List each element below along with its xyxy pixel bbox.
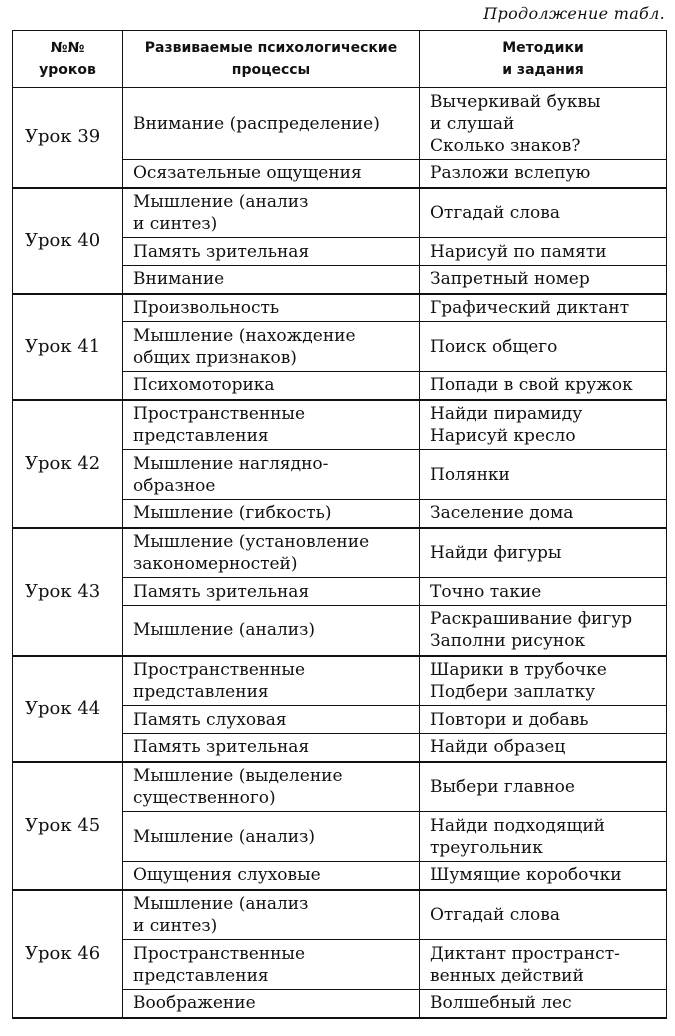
method-line: Сколько знаков? — [430, 135, 581, 156]
process-line: Мышление (анализ — [133, 191, 309, 212]
lesson-number-cell: Урок 40 — [13, 188, 123, 294]
process-cell — [123, 734, 420, 762]
method-line: Заселение дома — [430, 503, 574, 524]
process-line: существенного) — [133, 787, 276, 808]
process-line: Пространственные — [133, 403, 306, 424]
methods-cell — [420, 706, 667, 734]
process-cell — [123, 450, 420, 500]
method-line: Найди образец — [430, 737, 566, 758]
process-line: Осязательные ощущения — [133, 163, 362, 184]
methods-cell — [420, 862, 667, 890]
method-line: треугольник — [430, 837, 543, 858]
process-line: Мышление (гибкость) — [133, 503, 332, 524]
method-line: и слушай — [430, 113, 515, 134]
method-line: Выбери главное — [430, 776, 575, 797]
process-cell — [123, 88, 420, 160]
table-header-row — [13, 31, 667, 88]
process-cell — [123, 322, 420, 372]
process-line: Мышление (выделение — [133, 765, 343, 786]
process-cell — [123, 266, 420, 294]
method-line: Диктант пространст- — [430, 943, 620, 964]
process-line: и синтез) — [133, 915, 218, 936]
process-line: Мышление (установление — [133, 531, 370, 552]
process-cell — [123, 578, 420, 606]
process-line: представления — [133, 681, 269, 702]
table-row — [13, 294, 667, 322]
process-line: Пространственные — [133, 943, 306, 964]
methods-cell — [420, 734, 667, 762]
process-line: общих признаков) — [133, 347, 297, 368]
process-line: представления — [133, 965, 269, 986]
process-line: Пространственные — [133, 659, 306, 680]
methods-cell — [420, 372, 667, 400]
methods-cell — [420, 400, 667, 450]
process-cell — [123, 990, 420, 1018]
method-line: Отгадай слова — [430, 904, 560, 925]
lesson-number-cell: Урок 44 — [13, 656, 123, 762]
method-line: венных действий — [430, 965, 584, 986]
process-line: Ощущения слуховые — [133, 865, 321, 886]
method-line: Волшебный лес — [430, 993, 572, 1014]
process-cell — [123, 528, 420, 578]
process-cell — [123, 160, 420, 188]
table-row — [13, 890, 667, 940]
method-line: Найди пирамиду — [430, 403, 583, 424]
process-cell — [123, 890, 420, 940]
process-line: Мышление (анализ) — [133, 826, 315, 847]
method-line: Графический диктант — [430, 297, 630, 318]
method-line: Найди фигуры — [430, 542, 562, 563]
table-row — [13, 528, 667, 578]
process-cell — [123, 400, 420, 450]
process-cell — [123, 706, 420, 734]
method-line: Заполни рисунок — [430, 631, 586, 652]
process-cell — [123, 656, 420, 706]
methods-cell — [420, 322, 667, 372]
table-row — [13, 188, 667, 238]
header-lesson-number: №№ уроков — [13, 31, 123, 88]
table-continuation-caption: Продолжение табл. — [483, 4, 665, 23]
process-cell — [123, 372, 420, 400]
method-line: Шумящие коробочки — [430, 865, 622, 886]
methods-cell — [420, 990, 667, 1018]
process-line: Мышление наглядно- — [133, 453, 329, 474]
process-cell — [123, 238, 420, 266]
process-line: Внимание (распределение) — [133, 113, 380, 134]
lesson-number-cell: Урок 39 — [13, 88, 123, 188]
process-cell — [123, 606, 420, 656]
method-line: Поиск общего — [430, 336, 558, 357]
process-line: Память зрительная — [133, 241, 310, 262]
process-line: Память слуховая — [133, 709, 287, 730]
methods-cell — [420, 160, 667, 188]
process-line: Психомоторика — [133, 375, 275, 396]
method-line: Попади в свой кружок — [430, 375, 633, 396]
methods-cell — [420, 890, 667, 940]
process-line: Мышление (анализ) — [133, 620, 315, 641]
table-row — [13, 88, 667, 160]
lesson-number-cell: Урок 43 — [13, 528, 123, 656]
process-cell — [123, 862, 420, 890]
methods-cell — [420, 762, 667, 812]
lesson-number-cell: Урок 41 — [13, 294, 123, 400]
process-cell — [123, 762, 420, 812]
lesson-number-cell: Урок 46 — [13, 890, 123, 1018]
methods-cell — [420, 450, 667, 500]
process-line: образное — [133, 475, 216, 496]
methods-cell — [420, 606, 667, 656]
process-line: закономерностей) — [133, 553, 298, 574]
process-line: Произвольность — [133, 297, 280, 318]
methods-cell — [420, 88, 667, 160]
lesson-number-cell: Урок 42 — [13, 400, 123, 528]
methods-cell — [420, 188, 667, 238]
methods-cell — [420, 812, 667, 862]
lesson-number-cell: Урок 45 — [13, 762, 123, 890]
header-methods: Методики и задания — [420, 31, 667, 88]
process-line: и синтез) — [133, 213, 218, 234]
method-line: Подбери заплатку — [430, 681, 596, 702]
process-line: Память зрительная — [133, 737, 310, 758]
method-line: Нарисуй кресло — [430, 425, 576, 446]
table-row — [13, 400, 667, 450]
method-line: Нарисуй по памяти — [430, 241, 607, 262]
method-line: Разложи вслепую — [430, 163, 591, 184]
methods-cell — [420, 578, 667, 606]
method-line: Повтори и добавь — [430, 709, 589, 730]
methods-cell — [420, 940, 667, 990]
header-processes: Развиваемые психологические процессы — [123, 31, 420, 88]
process-line: Внимание — [133, 269, 225, 290]
process-line: Мышление (анализ — [133, 893, 309, 914]
methods-cell — [420, 528, 667, 578]
method-line: Точно такие — [430, 581, 542, 602]
process-line: Память зрительная — [133, 581, 310, 602]
lessons-table — [12, 30, 667, 1019]
table-row — [13, 762, 667, 812]
process-line: Мышление (нахождение — [133, 325, 356, 346]
process-cell — [123, 188, 420, 238]
methods-cell — [420, 238, 667, 266]
table-body — [13, 88, 667, 1018]
method-line: Шарики в трубочке — [430, 659, 607, 680]
process-cell — [123, 294, 420, 322]
process-cell — [123, 500, 420, 528]
method-line: Раскрашивание фигур — [430, 609, 633, 630]
methods-cell — [420, 266, 667, 294]
table-row — [13, 656, 667, 706]
methods-cell — [420, 656, 667, 706]
methods-cell — [420, 294, 667, 322]
process-cell — [123, 812, 420, 862]
method-line: Запретный номер — [430, 269, 590, 290]
process-line: Воображение — [133, 993, 256, 1014]
methods-cell — [420, 500, 667, 528]
method-line: Полянки — [430, 464, 510, 485]
process-line: представления — [133, 425, 269, 446]
method-line: Вычеркивай буквы — [430, 91, 601, 112]
process-cell — [123, 940, 420, 990]
method-line: Отгадай слова — [430, 202, 560, 223]
method-line: Найди подходящий — [430, 815, 606, 836]
